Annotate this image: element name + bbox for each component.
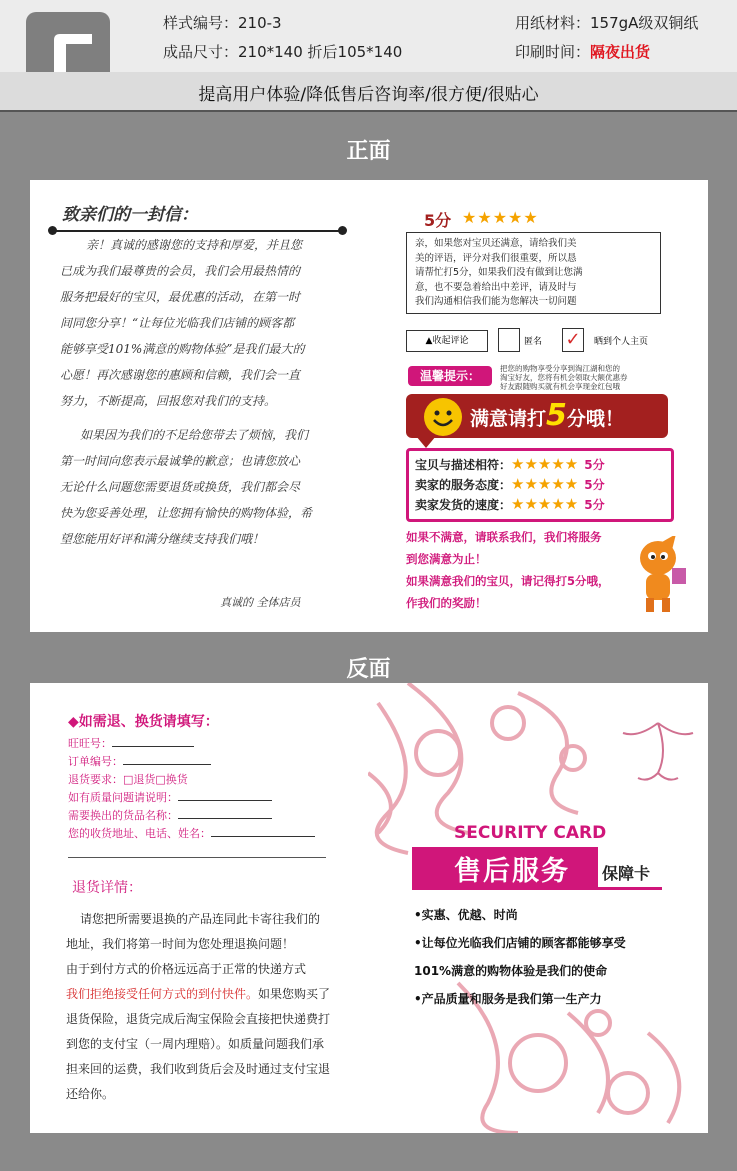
field-line bbox=[112, 736, 194, 747]
details-line: 退货保险，退货完成后淘宝保险会直接把快递费打 bbox=[66, 1012, 331, 1026]
letter-line: 能够享受101%满意的购物体验”是我们最大的 bbox=[60, 342, 305, 356]
tip-line: 好友跟随购买就有机会享现金红包哦 bbox=[500, 382, 620, 391]
security-card-bullets bbox=[414, 901, 626, 1013]
security-card-title: 售后服务 bbox=[454, 856, 570, 887]
field-wangwang[interactable] bbox=[68, 735, 315, 753]
details-line: 请您把所需要退换的产品连同此卡寄往我们的 bbox=[80, 912, 321, 926]
score-row-stars: ★★★★★ bbox=[511, 475, 579, 493]
details-line: 担来回的运费，我们收到货后会及时通过支付宝退 bbox=[66, 1062, 331, 1076]
score-row-label: 卖家发货的速度： bbox=[415, 498, 512, 512]
finished-size: 成品尺寸：210*140 折后105*140 bbox=[163, 43, 403, 61]
field-label: 订单编号： bbox=[68, 755, 123, 768]
back-title: 反面 bbox=[346, 657, 391, 682]
bullet-item: 101%满意的购物体验是我们的使命 bbox=[414, 964, 608, 978]
divider-dot-left bbox=[48, 226, 57, 235]
anonymous-label: 匿名 bbox=[524, 337, 543, 347]
field-quality-issue[interactable] bbox=[68, 789, 315, 807]
footer-line: 如果不满意，请联系我们，我们将服务 bbox=[406, 530, 602, 544]
letter-title: 致亲们的一封信： bbox=[62, 205, 198, 225]
details-line-mixed bbox=[66, 982, 330, 1007]
mascot-icon bbox=[632, 536, 692, 616]
front-panel bbox=[30, 180, 708, 632]
banner-five: 5 bbox=[546, 398, 567, 433]
letter-line: 服务把最好的宝贝，最优惠的活动，在第一时 bbox=[60, 290, 301, 304]
banner-text bbox=[470, 398, 624, 433]
letter-line: 心愿！再次感谢您的惠顾和信赖，我们会一直 bbox=[60, 368, 301, 382]
field-line bbox=[211, 826, 315, 837]
security-card-en-title: SECURITY CARD bbox=[454, 823, 607, 843]
print-time-value: 隔夜出货 bbox=[590, 43, 651, 61]
score-row-value: 5分 bbox=[584, 478, 605, 492]
security-card-suffix: 保障卡 bbox=[602, 864, 651, 883]
footer-line: 如果满意我们的宝贝，请记得打5分哦， bbox=[406, 574, 610, 588]
tagline: 提高用户体验/降低售后咨询率/很方便/很贴心 bbox=[198, 85, 539, 105]
letter-line: 已成为我们最尊贵的会员，我们会用最热情的 bbox=[60, 264, 301, 278]
rating-text-line: 美的评语，评分对我们很重要，所以恳 bbox=[415, 252, 577, 264]
return-details bbox=[66, 907, 330, 1107]
banner-tail bbox=[416, 436, 436, 448]
anonymous-checkbox[interactable] bbox=[498, 328, 520, 352]
letter-signature: 真诚的 全体店员 bbox=[220, 596, 301, 609]
tip-line: 把您的购物享受分享到淘江湖和您的 bbox=[500, 364, 620, 373]
letter-line: 第一时间向您表示最诚挚的歉意；也请您放心 bbox=[60, 454, 301, 468]
letter-line: 努力，不断提高，回报您对我们的支持。 bbox=[60, 394, 277, 408]
details-red-text: 我们拒绝接受任何方式的到付快件。 bbox=[66, 987, 259, 1001]
field-return-type[interactable] bbox=[68, 771, 315, 789]
return-form-title: ◆如需退、换货请填写： bbox=[68, 714, 219, 730]
rating-text-line: 请帮忙打5分，如果我们没有做到让您满 bbox=[415, 267, 583, 278]
letter-line: 无论什么问题您需要退货或换货，我们都会尽 bbox=[60, 480, 301, 494]
field-label: 您的收货地址、电话、姓名： bbox=[68, 827, 211, 840]
rating-footer bbox=[406, 526, 610, 614]
score-row bbox=[415, 475, 605, 493]
score-stars: ★★★★★ bbox=[462, 208, 539, 227]
details-line: 还给你。 bbox=[66, 1087, 115, 1101]
paper-material: 用纸材料：157gA级双铜纸 bbox=[515, 14, 699, 32]
field-label: 需要换出的货品名称： bbox=[68, 809, 178, 822]
photo-checkbox[interactable]: ✓ bbox=[562, 328, 584, 352]
field-order-number[interactable] bbox=[68, 753, 315, 771]
field-exchange-item[interactable] bbox=[68, 807, 315, 825]
smiley-icon bbox=[424, 398, 462, 436]
score-row-stars: ★★★★★ bbox=[511, 495, 579, 513]
details-text: 如果您购买了 bbox=[258, 987, 331, 1001]
details-line: 由于到付方式的价格远远高于正常的快递方式 bbox=[66, 962, 307, 976]
collect-comment-button[interactable]: ▲收起评论 bbox=[406, 330, 488, 352]
details-line: 到您的支付宝（一周内理赔）。如质量问题我们承 bbox=[66, 1037, 325, 1051]
letter-line: 如果因为我们的不足给您带去了烦恼，我们 bbox=[80, 428, 309, 442]
rating-text-line: 亲，如果您对宝贝还满意，请给我们美 bbox=[415, 238, 577, 249]
rating-text-line: 我们沟通相信我们能为您解决一切问题 bbox=[415, 296, 577, 307]
tip-line: 淘宝好友，您将有机会领取大额优惠券 bbox=[500, 373, 628, 382]
photo-label: 晒到个人主页 bbox=[594, 337, 649, 347]
score-row-value: 5分 bbox=[584, 458, 605, 472]
field-line bbox=[123, 754, 211, 765]
score-row bbox=[415, 455, 605, 473]
score-row-label: 卖家的服务态度： bbox=[415, 478, 512, 492]
footer-line: 作我们的奖励！ bbox=[406, 596, 487, 610]
rating-text-line: 意，也不要急着给出中差评，请及时与 bbox=[415, 281, 577, 293]
letter-line: 间同您分享！“让每位光临我们店铺的顾客都 bbox=[60, 316, 295, 330]
details-line: 地址，我们将第一时间为您处理退换问题！ bbox=[66, 937, 295, 951]
style-number: 样式编号：210-3 bbox=[163, 14, 282, 32]
field-label: 旺旺号： bbox=[68, 737, 112, 750]
score-label: 5分 bbox=[424, 211, 452, 230]
tip-badge: 温馨提示： bbox=[408, 366, 492, 386]
field-address[interactable] bbox=[68, 825, 315, 843]
banner-lead: 满意请打 bbox=[470, 408, 547, 430]
field-label: 如有质量问题请说明： bbox=[68, 791, 178, 804]
letter-body bbox=[60, 232, 360, 552]
address-extra-line bbox=[68, 857, 326, 858]
bullet-item: •产品质量和服务是我们第一生产力 bbox=[414, 992, 602, 1006]
field-label: 退货要求：□退货□换货 bbox=[68, 773, 188, 786]
footer-line: 到您满意为止！ bbox=[406, 552, 487, 566]
front-title: 正面 bbox=[346, 139, 391, 164]
print-time bbox=[515, 41, 650, 62]
score-row bbox=[415, 495, 605, 513]
score-row-value: 5分 bbox=[584, 498, 605, 512]
letter-line: 望您能用好评和满分继续支持我们哦！ bbox=[60, 532, 265, 546]
letter-line: 亲！真诚的感谢您的支持和厚爱，并且您 bbox=[86, 238, 303, 252]
bullet-item: •实惠、优越、时尚 bbox=[414, 908, 518, 922]
return-form-fields bbox=[68, 735, 315, 843]
banner-tail-text: 分哦！ bbox=[566, 408, 624, 430]
field-line bbox=[178, 808, 272, 819]
score-row-stars: ★★★★★ bbox=[511, 455, 579, 473]
rating-text-box bbox=[406, 232, 661, 314]
return-details-title: 退货详情： bbox=[72, 880, 142, 896]
score-table bbox=[406, 448, 674, 522]
score-row-label: 宝贝与描述相符： bbox=[415, 458, 512, 472]
print-time-label: 印刷时间： bbox=[515, 43, 591, 61]
field-line bbox=[178, 790, 272, 801]
back-panel bbox=[30, 683, 708, 1133]
bullet-item: •让每位光临我们店铺的顾客都能够享受 bbox=[414, 936, 626, 950]
letter-line: 快为您妥善处理，让您拥有愉快的购物体验，希 bbox=[60, 506, 313, 520]
tip-text bbox=[500, 364, 628, 391]
